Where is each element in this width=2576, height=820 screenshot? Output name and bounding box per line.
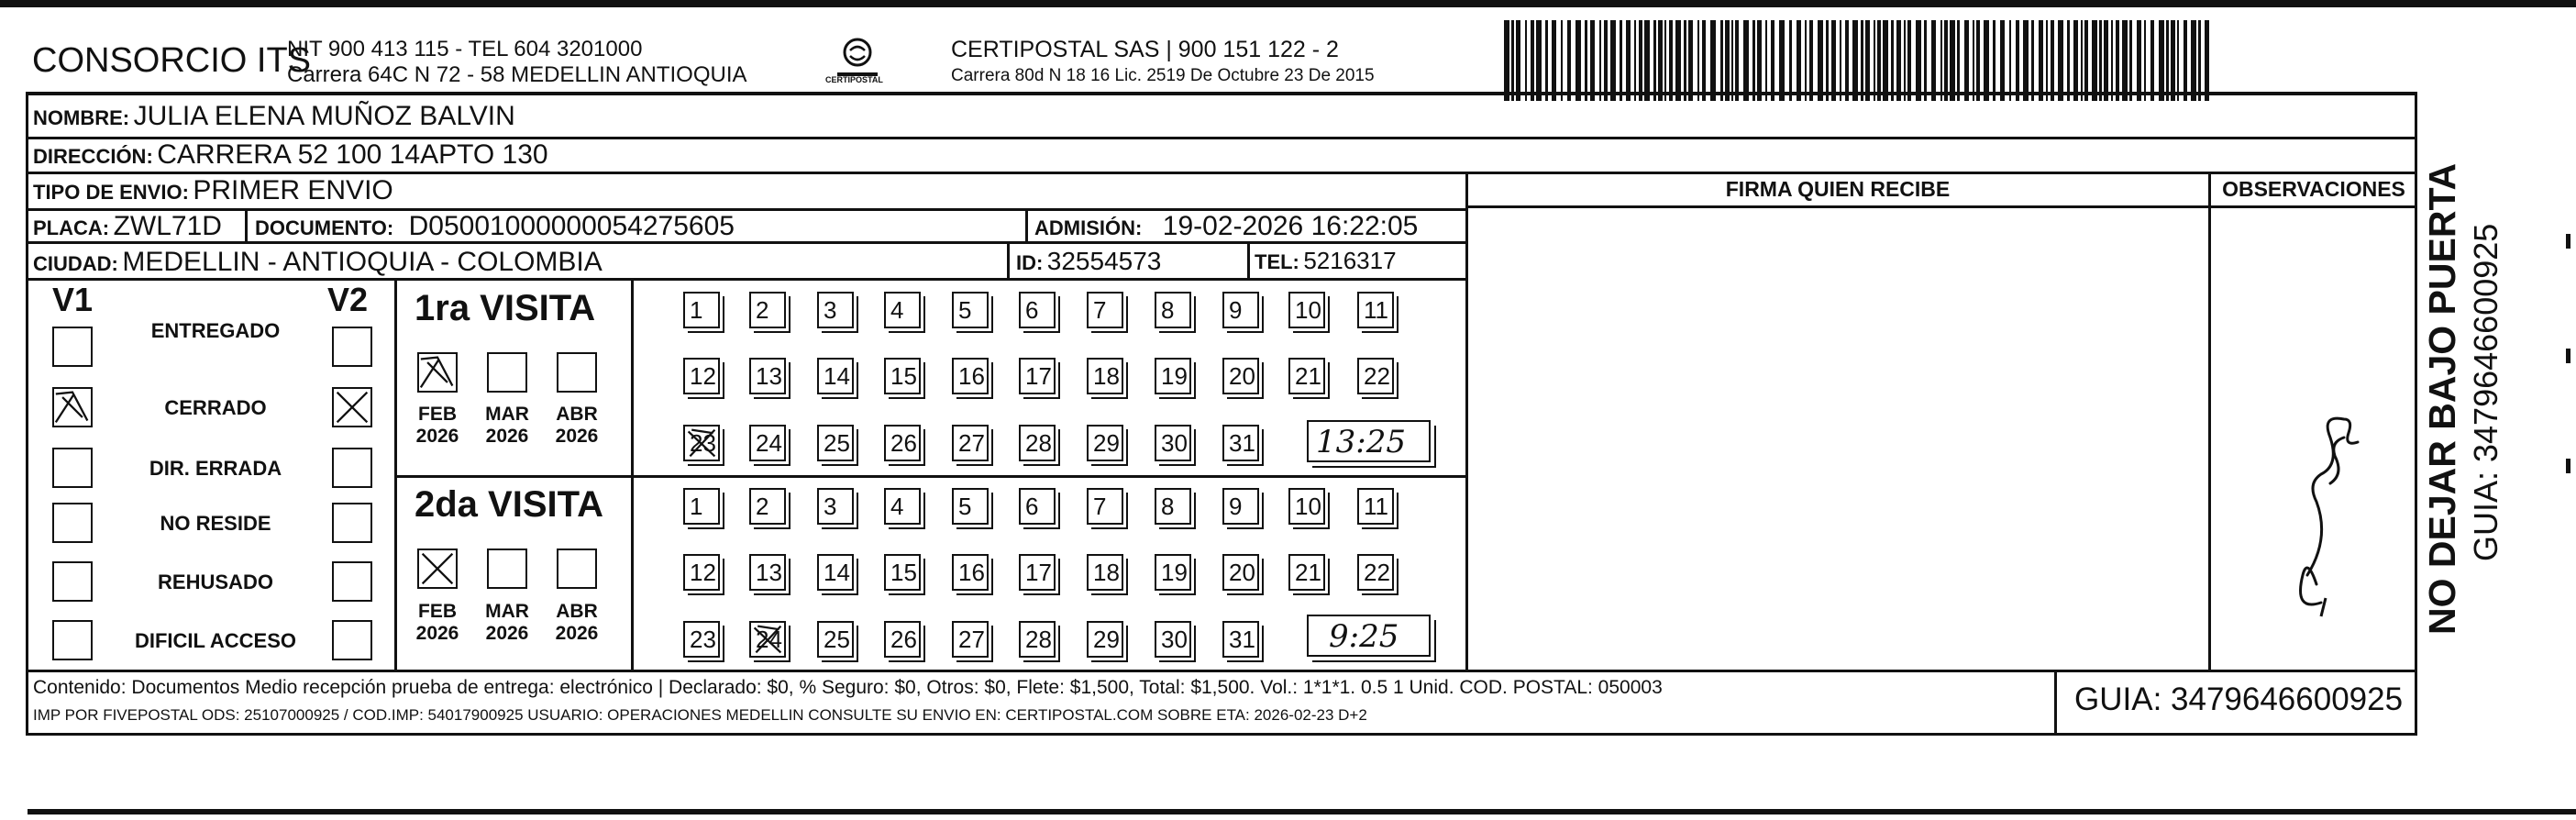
day-box[interactable]: 21	[1288, 358, 1325, 394]
v2-label: V2	[327, 281, 369, 318]
side-warning: NO DEJAR BAJO PUERTA	[2421, 162, 2463, 635]
tipo-value: PRIMER ENVIO	[193, 175, 393, 205]
admision-label: ADMISIÓN:	[1034, 216, 1143, 239]
month-name: MAR	[485, 601, 529, 622]
observaciones-label: OBSERVACIONES	[2222, 177, 2405, 201]
day-box[interactable]: 19	[1155, 358, 1191, 394]
day-box[interactable]: 31	[1222, 621, 1259, 658]
day-box[interactable]: 7	[1087, 488, 1123, 525]
day-box[interactable]: 28	[1019, 425, 1056, 461]
day-box[interactable]: 1	[683, 292, 720, 328]
day-box[interactable]: 8	[1155, 292, 1191, 328]
v2-checkbox[interactable]	[332, 327, 372, 367]
direccion-value: CARRERA 52 100 14APTO 130	[157, 139, 548, 170]
day-box[interactable]: 1	[683, 488, 720, 525]
day-box[interactable]: 11	[1357, 292, 1394, 328]
v1-checkbox[interactable]	[52, 448, 93, 488]
day-box[interactable]: 3	[817, 488, 854, 525]
month-checkbox-mar[interactable]	[487, 352, 527, 393]
handwritten-signature	[2211, 208, 2416, 670]
time-first: 13:25	[1316, 424, 1406, 460]
direccion-label: DIRECCIÓN:	[33, 145, 153, 168]
status-label: DIFICIL ACCESO	[134, 629, 296, 652]
v2-checkbox[interactable]	[332, 620, 372, 660]
carrier-address: Carrera 80d N 18 16 Lic. 2519 De Octubre 23 De 2015	[951, 66, 1375, 85]
day-box[interactable]: 5	[952, 488, 989, 525]
v1-checkbox[interactable]	[52, 561, 93, 602]
cross-mark	[685, 427, 718, 460]
barcode	[1504, 20, 2210, 101]
v1-label: V1	[52, 281, 94, 318]
documento-value: D05001000000054275605	[408, 211, 735, 241]
day-box[interactable]: 7	[1087, 292, 1123, 328]
time-second: 9:25	[1329, 618, 1399, 655]
month-year: 2026	[415, 426, 459, 447]
day-box[interactable]: 17	[1019, 358, 1056, 394]
day-box[interactable]: 4	[884, 488, 921, 525]
day-box[interactable]: 4	[884, 292, 921, 328]
firma-area[interactable]	[1468, 208, 2207, 670]
nombre-row	[33, 101, 515, 132]
footer-line-1: Contenido: Documentos Medio recepción prueba de entrega: electrónico | Declarado: $0, % Seguro: $0, Otros: $0, Flete: $1,500, Total: $1,500. Vol.: 1*1*1. 0.5 1 Unid. COD. POSTAL: 050003	[33, 677, 1663, 698]
day-box[interactable]: 21	[1288, 554, 1325, 591]
id-row	[1016, 247, 1161, 276]
day-box[interactable]: 8	[1155, 488, 1191, 525]
carrier-name: CERTIPOSTAL SAS | 900 151 122 - 2	[951, 37, 1339, 62]
day-box[interactable]: 15	[884, 554, 921, 591]
month-name: ABR	[556, 601, 598, 622]
month-label	[549, 404, 604, 448]
day-box[interactable]: 16	[952, 358, 989, 394]
day-box[interactable]: 23	[683, 621, 720, 658]
edge-mark	[2566, 459, 2570, 473]
nombre-label: NOMBRE:	[33, 106, 130, 129]
edge-mark	[2566, 349, 2570, 363]
cross-mark	[751, 623, 784, 656]
month-name: MAR	[485, 404, 529, 425]
tipo-label: TIPO DE ENVIO:	[33, 181, 189, 204]
day-box[interactable]: 26	[884, 425, 921, 461]
day-box[interactable]: 6	[1019, 488, 1056, 525]
v2-checkbox[interactable]	[332, 503, 372, 543]
month-name: FEB	[418, 404, 457, 425]
logo-text: CERTIPOSTAL	[825, 75, 883, 84]
day-box[interactable]: 28	[1019, 621, 1056, 658]
first-visit-title: 1ra VISITA	[415, 288, 596, 328]
admision-row	[1034, 211, 1418, 242]
ciudad-row	[33, 247, 603, 278]
month-label	[549, 601, 604, 645]
v2-checkbox[interactable]	[332, 387, 372, 427]
day-box[interactable]: 14	[817, 358, 854, 394]
month-checkbox-abr[interactable]	[557, 549, 597, 589]
side-guia: GUIA: 3479646600925	[2467, 223, 2504, 561]
top-rule	[0, 0, 2576, 7]
month-year: 2026	[485, 623, 529, 644]
v2-checkbox[interactable]	[332, 561, 372, 602]
documento-row	[255, 211, 735, 242]
day-box[interactable]: 13	[749, 554, 786, 591]
day-box[interactable]: 3	[817, 292, 854, 328]
day-box[interactable]: 2	[749, 292, 786, 328]
month-year: 2026	[485, 426, 529, 447]
status-label: CERRADO	[164, 396, 267, 419]
day-box[interactable]: 2	[749, 488, 786, 525]
placa-label: PLACA:	[33, 216, 110, 239]
company-address: Carrera 64C N 72 - 58 MEDELLIN ANTIOQUIA	[287, 62, 747, 87]
month-year: 2026	[555, 426, 599, 447]
day-box[interactable]: 25	[817, 425, 854, 461]
day-box[interactable]: 29	[1087, 621, 1123, 658]
day-box[interactable]: 16	[952, 554, 989, 591]
month-checkbox-feb[interactable]	[417, 352, 458, 393]
company-nit: NIT 900 413 115 - TEL 604 3201000	[287, 37, 643, 61]
v1-checkbox[interactable]	[52, 387, 93, 427]
day-box[interactable]: 15	[884, 358, 921, 394]
ciudad-value: MEDELLIN - ANTIOQUIA - COLOMBIA	[122, 247, 603, 277]
placa-value: ZWL71D	[113, 211, 222, 241]
tipo-row	[33, 175, 393, 206]
month-name: FEB	[418, 601, 457, 622]
tel-row	[1255, 247, 1397, 275]
nombre-value: JULIA ELENA MUÑOZ BALVIN	[133, 101, 515, 131]
v2-checkbox[interactable]	[332, 448, 372, 488]
footer-guia: GUIA: 3479646600925	[2074, 681, 2404, 717]
edge-mark	[2566, 234, 2570, 249]
day-box[interactable]: 22	[1357, 358, 1394, 394]
day-box[interactable]: 27	[952, 425, 989, 461]
second-visit-title: 2da VISITA	[415, 484, 603, 525]
day-box[interactable]: 30	[1155, 621, 1191, 658]
day-box[interactable]: 30	[1155, 425, 1191, 461]
observaciones-area[interactable]	[2211, 208, 2416, 670]
day-box[interactable]: 24	[749, 621, 786, 658]
day-box[interactable]: 25	[817, 621, 854, 658]
day-box[interactable]: 19	[1155, 554, 1191, 591]
day-box[interactable]: 18	[1087, 358, 1123, 394]
month-checkbox-mar[interactable]	[487, 549, 527, 589]
v1-checkbox[interactable]	[52, 620, 93, 660]
month-label	[480, 601, 535, 645]
month-checkbox-feb[interactable]	[417, 549, 458, 589]
month-label	[410, 404, 465, 448]
footer-line-2: IMP POR FIVEPOSTAL ODS: 25107000925 / COD.IMP: 54017900925 USUARIO: OPERACIONES MEDELLIN CONSULTE SU ENVIO EN: CERTIPOSTAL.COM SOBRE ETA: 2026-02-23 D+2	[33, 706, 1367, 724]
day-box[interactable]: 26	[884, 621, 921, 658]
month-year: 2026	[415, 623, 459, 644]
bottom-rule	[28, 809, 2576, 814]
day-box[interactable]: 29	[1087, 425, 1123, 461]
status-label: REHUSADO	[158, 571, 273, 593]
month-label	[480, 404, 535, 448]
tel-value: 5216317	[1303, 247, 1397, 274]
ciudad-label: CIUDAD:	[33, 252, 118, 275]
day-box[interactable]: 14	[817, 554, 854, 591]
day-box[interactable]: 12	[683, 554, 720, 591]
id-label: ID:	[1016, 251, 1044, 274]
day-box[interactable]: 23	[683, 425, 720, 461]
day-box[interactable]: 11	[1357, 488, 1394, 525]
day-box[interactable]: 27	[952, 621, 989, 658]
status-label: ENTREGADO	[150, 319, 281, 342]
month-name: ABR	[556, 404, 598, 425]
day-box[interactable]: 9	[1222, 488, 1259, 525]
direccion-row	[33, 139, 548, 171]
day-box[interactable]: 22	[1357, 554, 1394, 591]
id-value: 32554573	[1046, 247, 1162, 275]
day-box[interactable]: 31	[1222, 425, 1259, 461]
documento-label: DOCUMENTO:	[255, 216, 394, 239]
month-label	[410, 601, 465, 645]
month-year: 2026	[555, 623, 599, 644]
status-label: NO RESIDE	[160, 512, 271, 535]
day-box[interactable]: 13	[749, 358, 786, 394]
admision-value: 19-02-2026 16:22:05	[1162, 211, 1419, 241]
v1-checkbox[interactable]	[52, 327, 93, 367]
day-box[interactable]: 12	[683, 358, 720, 394]
day-box[interactable]: 10	[1288, 488, 1325, 525]
v1-checkbox[interactable]	[52, 503, 93, 543]
day-box[interactable]: 10	[1288, 292, 1325, 328]
status-label: DIR. ERRADA	[149, 457, 282, 480]
day-box[interactable]: 24	[749, 425, 786, 461]
day-box[interactable]: 9	[1222, 292, 1259, 328]
time-box-second[interactable]	[1307, 615, 1431, 657]
company-name: CONSORCIO ITS	[32, 41, 312, 80]
day-box[interactable]: 5	[952, 292, 989, 328]
firma-label: FIRMA QUIEN RECIBE	[1725, 177, 1951, 201]
time-box-first[interactable]	[1307, 420, 1431, 462]
day-box[interactable]: 6	[1019, 292, 1056, 328]
day-box[interactable]: 18	[1087, 554, 1123, 591]
day-box[interactable]: 20	[1222, 554, 1259, 591]
day-box[interactable]: 17	[1019, 554, 1056, 591]
day-box[interactable]: 20	[1222, 358, 1259, 394]
tel-label: TEL:	[1255, 250, 1299, 273]
placa-row	[33, 211, 222, 242]
month-checkbox-abr[interactable]	[557, 352, 597, 393]
